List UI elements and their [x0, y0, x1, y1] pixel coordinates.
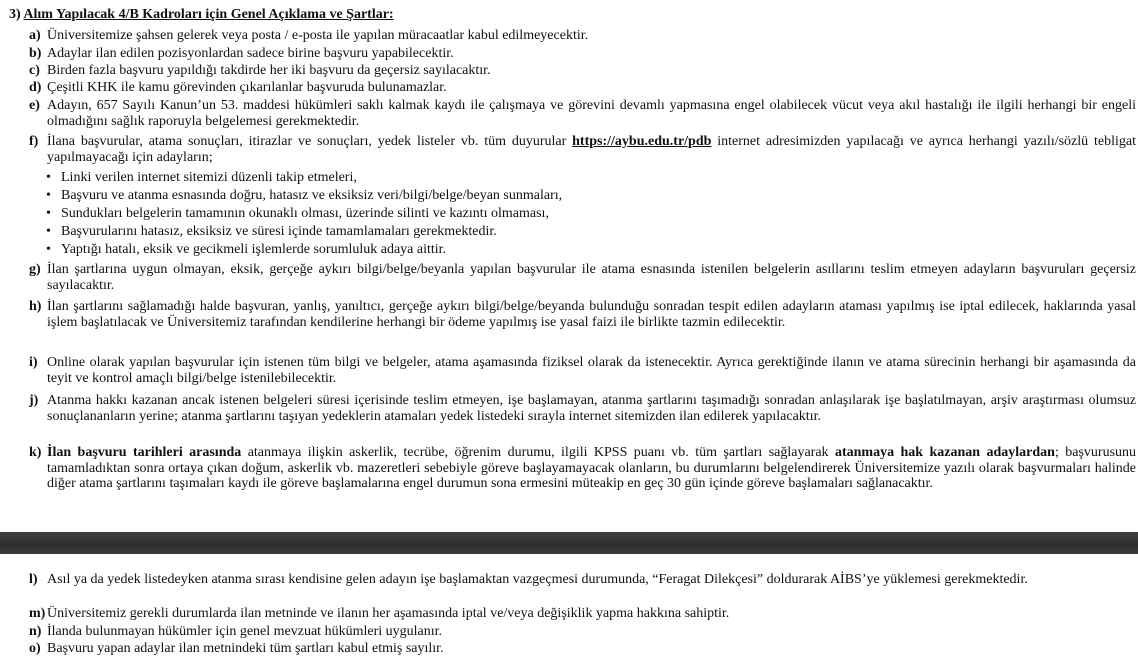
section-heading — [9, 7, 394, 23]
section-title: Alım Yapılacak 4/B Kadroları için Genel Açıklama ve Şartlar: — [23, 7, 394, 22]
item-text: Asıl ya da yedek listedeyken atanma sırası kendisine gelen adayın işe başlamaktan vazgeçmesi durumunda, “Feragat Dilekçesi” doldurarak AİBS’ye yüklemesi gerekmektedir. — [47, 572, 1028, 587]
item-o — [29, 641, 1135, 657]
item-text: Adayın, 657 Sayılı Kanun’un 53. maddesi hükümleri saklı kalmak kaydı ile çalışmaya ve görevini devamlı yapmasına engel olabilecek vücut veya akıl hastalığı ile ilgili herhangi bir engeli olmadığını sağlık raporuyla belgelemesi gerekmektedir. — [47, 98, 1136, 129]
item-text: Üniversitemiz gerekli durumlarda ilan metninde ve ilanın her aşamasında iptal ve/veya değişiklik yapma hakkına sahiptir. — [47, 606, 730, 621]
item-i — [29, 355, 1136, 386]
item-label: h) — [29, 299, 42, 314]
item-label: o) — [29, 641, 41, 656]
item-text — [47, 134, 1136, 165]
item-n — [29, 624, 1135, 640]
item-text: İlan şartlarını sağlamadığı halde başvuran, yanlış, yanıltıcı, gerçeğe aykırı bilgi/belge/beyanda bulunduğu sonradan tespit edilen adayların ataması yapılmış ise iptal edilecek, haklarında yasal işlem başlatılacak ve Üniversitemiz tarafından kendilerine herhangi bir ödeme yapılmış ise yasal faizi ile birlikte tazmin edilecektir. — [47, 299, 1136, 330]
bullet-text: Başvuru ve atanma esnasında doğru, hatasız ve eksiksiz veri/bilgi/belge/beyan sunmaları, — [61, 188, 563, 203]
item-d — [29, 80, 1136, 96]
item-label: c) — [29, 63, 40, 78]
bullet-item — [46, 170, 357, 186]
item-label: k) — [29, 445, 42, 460]
section-number: 3) — [9, 7, 21, 22]
item-label: e) — [29, 98, 40, 113]
item-text-part: ; başvurusunu tamamladıktan sonra ortaya çıkan doğum, askerlik vb. mazeretleri sebebiyle göreve başlayamayacak olanların, bu durumlarını belgelendirerek Üniversitemize yazılı olarak başvurmaları halinde diğer atama şartlarını taşımaları kaydı ile göreve başlamalarına engel durumun sona ermesini müteakip en geç 30 gün içinde göreve başlamaları sağlanacaktır. — [47, 445, 1137, 492]
item-k — [29, 445, 1136, 492]
item-text: Birden fazla başvuru yapıldığı takdirde her iki başvuru da geçersiz sayılacaktır. — [47, 63, 491, 78]
item-text: Adaylar ilan edilen pozisyonlardan sadece birine başvuru yapabilecektir. — [47, 46, 454, 61]
bullet-item — [46, 224, 497, 240]
item-text: İlanda bulunmayan hükümler için genel mevzuat hükümleri uygulanır. — [47, 624, 443, 639]
item-text-after-link: internet adresimizden yapılacağı ve ayrıca herhangi yazılı/sözlü tebligat yapılmayacağı için adayların; — [47, 134, 1136, 165]
item-text: İlan şartlarına uygun olmayan, eksik, gerçeğe aykırı bilgi/belge/beyanla yapılan başvurular ile atama esnasında istenilen belgelerin asıllarını teslim etmeyen adayların başvuruları geçersiz sayılacaktır. — [47, 262, 1136, 293]
item-text: Online olarak yapılan başvurular için istenen tüm bilgi ve belgeler, atama aşamasında fiziksel olarak da istenecektir. Ayrıca gerektiğinde ilanın ve atama sürecinin herhangi bir aşamasında da teyit ve kontrol amaçlı bilgi/belge istenilebilecektir. — [47, 355, 1136, 386]
bullet-dot-icon: • — [46, 188, 51, 203]
bullet-item — [46, 188, 563, 204]
item-b — [29, 46, 1136, 62]
item-label: a) — [29, 28, 41, 43]
item-label: n) — [29, 624, 42, 639]
item-j — [29, 393, 1136, 424]
item-text-before-link: İlana başvurular, atama sonuçları, itirazlar ve sonuçları, yedek listeler vb. tüm duyurular — [47, 134, 567, 149]
item-label: b) — [29, 46, 42, 61]
item-label: j) — [29, 393, 39, 408]
document-bottom-section — [0, 554, 1138, 672]
bullet-text: Yaptığı hatalı, eksik ve gecikmeli işlemlerde sorumluluk adaya aittir. — [61, 242, 447, 257]
bullet-text: Sundukları belgelerin tamamının okunaklı olması, üzerinde silinti ve kazıntı olmaması, — [61, 206, 549, 221]
item-text: Başvuru yapan adaylar ilan metnindeki tüm şartları kabul etmiş sayılır. — [47, 641, 444, 656]
item-label: g) — [29, 262, 41, 277]
item-label: l) — [29, 572, 38, 587]
bullet-item — [46, 206, 549, 222]
item-f — [29, 134, 1136, 165]
item-label: i) — [29, 355, 38, 370]
item-l — [29, 572, 1135, 588]
item-text — [47, 445, 1136, 492]
pdb-website-link[interactable]: https://aybu.edu.tr/pdb — [572, 134, 712, 149]
bullet-text: Linki verilen internet sitemizi düzenli takip etmeleri, — [61, 170, 357, 185]
item-bold-phrase: İlan başvuru tarihleri arasında — [47, 445, 242, 460]
item-m — [29, 606, 1135, 622]
item-label: d) — [29, 80, 42, 95]
item-text: Atanma hakkı kazanan ancak istenen belgeleri süresi içerisinde teslim etmeyen, işe başlamayan, atanma şartlarını taşımadığı sonradan anlaşılarak işe başlatılmayan, arşiv araştırması olumsuz sonuçlananların yerine; atanma şartlarını taşıyan yedeklerin atamaları yedek listedeki sırayla internet sitemizden ilan edilerek yapılacaktır. — [47, 393, 1136, 424]
bullet-dot-icon: • — [46, 242, 51, 257]
item-bold-phrase: atanmaya hak kazanan adaylardan — [834, 445, 1055, 460]
page-break-divider — [0, 532, 1138, 554]
bullet-text: Başvurularını hatasız, eksiksiz ve süresi içinde tamamlamaları gerekmektedir. — [61, 224, 497, 239]
item-text-part: atanmaya ilişkin askerlik, tecrübe, öğrenim durumu, ilgili KPSS puanı vb. tüm şartları sağlayarak — [247, 445, 829, 460]
item-text: Çeşitli KHK ile kamu görevinden çıkarılanlar başvuruda bulunamazlar. — [47, 80, 447, 95]
item-e — [29, 98, 1136, 129]
item-label: m) — [29, 606, 46, 621]
bullet-dot-icon: • — [46, 170, 51, 185]
item-h — [29, 299, 1136, 330]
item-text: Üniversitemize şahsen gelerek veya posta / e-posta ile yapılan müracaatlar kabul edilmeyecektir. — [47, 28, 589, 43]
item-c — [29, 63, 1136, 79]
item-g — [29, 262, 1136, 293]
item-label: f) — [29, 134, 39, 149]
bullet-item — [46, 242, 447, 258]
bullet-dot-icon: • — [46, 224, 51, 239]
bullet-dot-icon: • — [46, 206, 51, 221]
item-a — [29, 28, 1136, 44]
